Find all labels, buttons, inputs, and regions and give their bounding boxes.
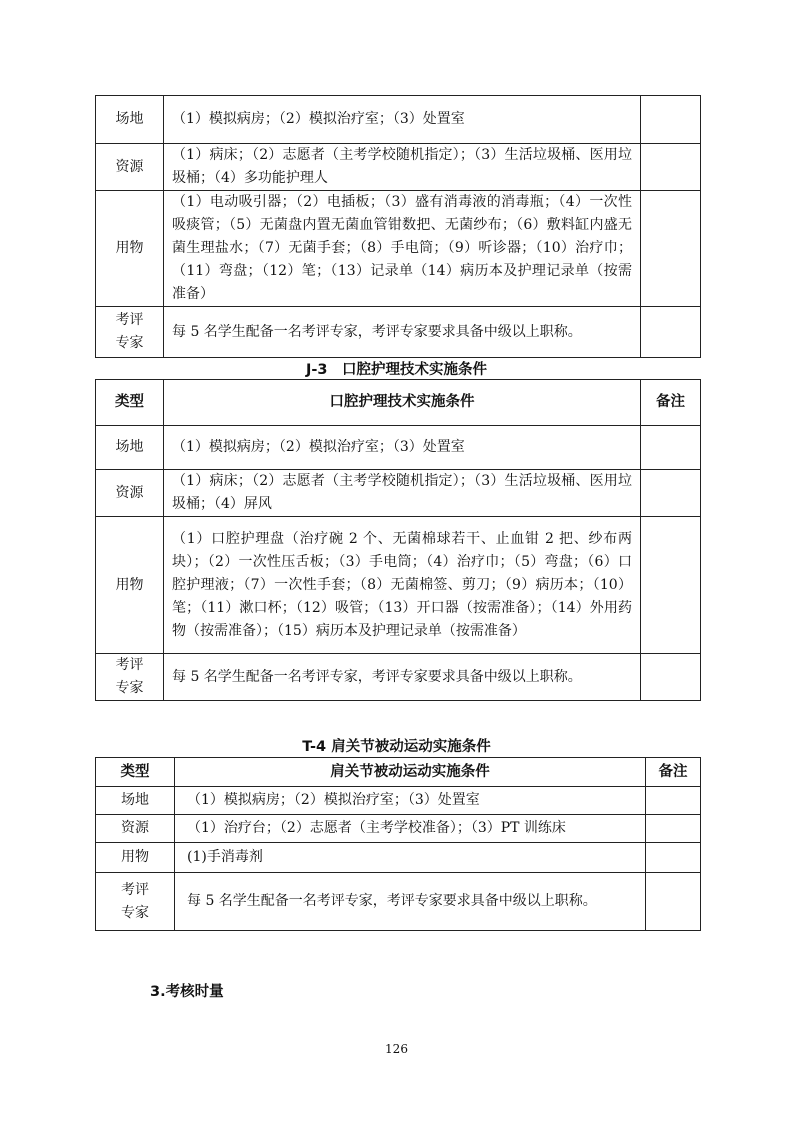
table-row [96,873,701,931]
table-title-j3: J-3 口腔护理技术实施条件 [305,362,487,378]
table-row [96,470,701,517]
row-content: （1）模拟病房；（2）模拟治疗室；（3）处置室 [164,96,641,144]
header-note: 备注 [641,380,701,426]
row-type: 用物 [96,517,164,654]
row-content: （1）病床；（2）志愿者（主考学校随机指定）；（3）生活垃圾桶、医用垃圾桶；（4）多功能护理人 [164,144,641,191]
row-type: 考评专家 [96,873,175,931]
row-note [641,426,701,470]
table-j2-conditions-continued [95,95,701,358]
section-heading-assessment-time: 3.考核时量 [150,984,224,1000]
row-content: (1)手消毒剂 [175,843,646,873]
row-type: 考评专家 [96,654,164,701]
row-content: （1）电动吸引器；（2）电插板；（3）盛有消毒液的消毒瓶；（4）一次性吸痰管；（5）无菌盘内置无菌血管钳数把、无菌纱布；（6）敷料缸内盛无菌生理盐水；（7）无菌手套；（8）手电筒；（9）听诊器；（10）治疗巾；（11）弯盘；（12）笔；（13）记录单（14）病历本及护理记录单（按需准备） [164,191,641,307]
row-note [641,191,701,307]
header-note: 备注 [646,758,701,787]
table-header-row [96,758,701,787]
header-type: 类型 [96,758,175,787]
row-type: 资源 [96,815,175,843]
row-type: 资源 [96,144,164,191]
row-type: 场地 [96,787,175,815]
row-type: 用物 [96,843,175,873]
table-row [96,426,701,470]
row-type: 用物 [96,191,164,307]
table-title-t4: T-4 肩关节被动运动实施条件 [302,739,491,755]
table-j3-oral-care-conditions [95,379,701,701]
table-row [96,815,701,843]
table-header-row [96,380,701,426]
row-type: 考评专家 [96,307,164,358]
header-conditions: 肩关节被动运动实施条件 [175,758,646,787]
row-content: 每 5 名学生配备一名考评专家，考评专家要求具备中级以上职称。 [175,873,646,931]
row-note [641,144,701,191]
row-note [646,787,701,815]
row-note [641,307,701,358]
row-content: （1）病床；（2）志愿者（主考学校随机指定）；（3）生活垃圾桶、医用垃圾桶；（4）屏风 [164,470,641,517]
page-number: 126 [385,1042,408,1056]
row-note [646,843,701,873]
header-conditions: 口腔护理技术实施条件 [164,380,641,426]
row-note [641,654,701,701]
table-row [96,654,701,701]
row-note [646,873,701,931]
row-content: （1）治疗台；（2）志愿者（主考学校准备）；（3）PT 训练床 [175,815,646,843]
row-note [641,470,701,517]
row-content: 每 5 名学生配备一名考评专家，考评专家要求具备中级以上职称。 [164,307,641,358]
row-note [641,96,701,144]
row-content: （1）模拟病房；（2）模拟治疗室；（3）处置室 [175,787,646,815]
row-content: （1）模拟病房；（2）模拟治疗室；（3）处置室 [164,426,641,470]
table-row [96,787,701,815]
table-row [96,96,701,144]
table-row [96,307,701,358]
row-type: 场地 [96,426,164,470]
row-content: 每 5 名学生配备一名考评专家，考评专家要求具备中级以上职称。 [164,654,641,701]
row-content: （1）口腔护理盘（治疗碗 2 个、无菌棉球若干、止血钳 2 把、纱布两块）；（2）一次性压舌板；（3）手电筒；（4）治疗巾；（5）弯盘；（6）口腔护理液；（7）一次性手套；（8）无菌棉签、剪刀；（9）病历本；（10）笔；（11）漱口杯；（12）吸管；（13）开口器（按需准备）；（14）外用药物（按需准备）；（15）病历本及护理记录单（按需准备） [164,517,641,654]
row-note [646,815,701,843]
table-row [96,191,701,307]
table-row [96,517,701,654]
row-type: 资源 [96,470,164,517]
row-note [641,517,701,654]
row-type: 场地 [96,96,164,144]
table-row [96,144,701,191]
table-row [96,843,701,873]
table-t4-shoulder-passive-motion-conditions [95,757,701,931]
header-type: 类型 [96,380,164,426]
